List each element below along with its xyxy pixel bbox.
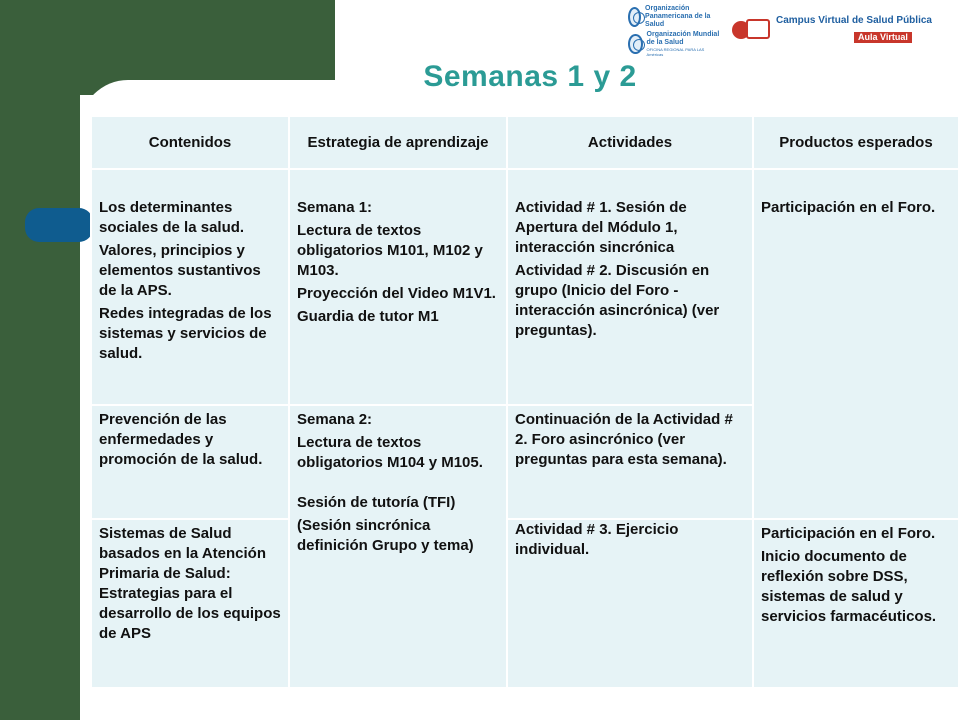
who-logo-text: Organización Mundial de la Salud <box>646 30 720 46</box>
actividades-row1 <box>508 170 752 404</box>
actividades-row3 <box>508 520 752 687</box>
actividad-item: Actividad # 2. Discusión en grupo (Inicio del Foro - interacción asincrónica) (ver preguntas). <box>515 262 720 339</box>
paho-who-logo <box>628 3 720 57</box>
contenido-item: Redes integradas de los sistemas y servicios de salud. <box>99 305 272 362</box>
header-estrategia: Estrategia de aprendizaje <box>290 117 506 168</box>
contenidos-row3 <box>92 520 288 687</box>
productos-row3 <box>754 520 958 687</box>
paho-logo-text: Organización Panamericana de la Salud <box>645 4 711 28</box>
globe-icon <box>628 34 643 54</box>
producto-item: Participación en el Foro. <box>761 525 936 542</box>
actividades-row2 <box>508 406 752 518</box>
estrategia-item: (Sesión sincrónica definición Grupo y tema) <box>297 517 474 554</box>
estrategia-semana2 <box>290 406 506 687</box>
estrategia-item: Semana 1: <box>297 199 373 216</box>
page-title: Semanas 1 y 2 <box>423 60 637 93</box>
estrategia-semana1 <box>290 170 506 404</box>
header-contenidos: Contenidos <box>92 117 288 168</box>
campus-virtual-mark-icon <box>732 18 772 42</box>
campus-virtual-title: Campus Virtual de Salud Pública <box>776 15 932 26</box>
actividad-item: Actividad # 1. Sesión de Apertura del Módulo 1, interacción sincrónica <box>515 199 687 256</box>
productos-row12 <box>754 170 958 518</box>
contenidos-row2 <box>92 406 288 518</box>
estrategia-item: Guardia de tutor M1 <box>297 308 439 325</box>
contenido-item: Los determinantes sociales de la salud. <box>99 199 245 236</box>
schedule-table <box>90 117 958 687</box>
header-productos: Productos esperados <box>754 117 958 168</box>
left-green-band <box>0 0 80 720</box>
header-actividades: Actividades <box>508 117 752 168</box>
producto-item: Inicio documento de reflexión sobre DSS, sistemas de salud y servicios farmacéuticos. <box>761 548 937 625</box>
paho-logo-subtext: OFICINA REGIONAL PARA LAS Américas <box>646 46 705 57</box>
contenido-item: Sistemas de Salud basados en la Atención Primaria de Salud: Estrategias para el desarrollo de los equipos de APS <box>99 525 281 642</box>
contenidos-row1 <box>92 170 288 404</box>
producto-item: Participación en el Foro. <box>761 199 936 216</box>
contenido-item: Valores, principios y elementos sustantivos de la APS. <box>99 242 261 299</box>
estrategia-item: Lectura de textos obligatorios M104 y M105. <box>297 434 483 471</box>
aula-virtual-label: Aula Virtual <box>854 32 912 43</box>
contenido-item: Prevención de las enfermedades y promoción de la salud. <box>99 411 263 468</box>
campus-virtual-logo <box>732 16 932 44</box>
actividad-item: Actividad # 3. Ejercicio individual. <box>515 521 679 558</box>
blue-tab-accent <box>25 208 93 242</box>
estrategia-item: Sesión de tutoría (TFI) <box>297 494 456 511</box>
estrategia-item: Semana 2: <box>297 411 373 428</box>
globe-icon <box>628 7 641 27</box>
actividad-item: Continuación de la Actividad # 2. Foro asincrónico (ver preguntas para esta semana). <box>515 411 733 468</box>
estrategia-item: Lectura de textos obligatorios M101, M102 y M103. <box>297 222 483 279</box>
estrategia-item: Proyección del Video M1V1. <box>297 285 496 302</box>
